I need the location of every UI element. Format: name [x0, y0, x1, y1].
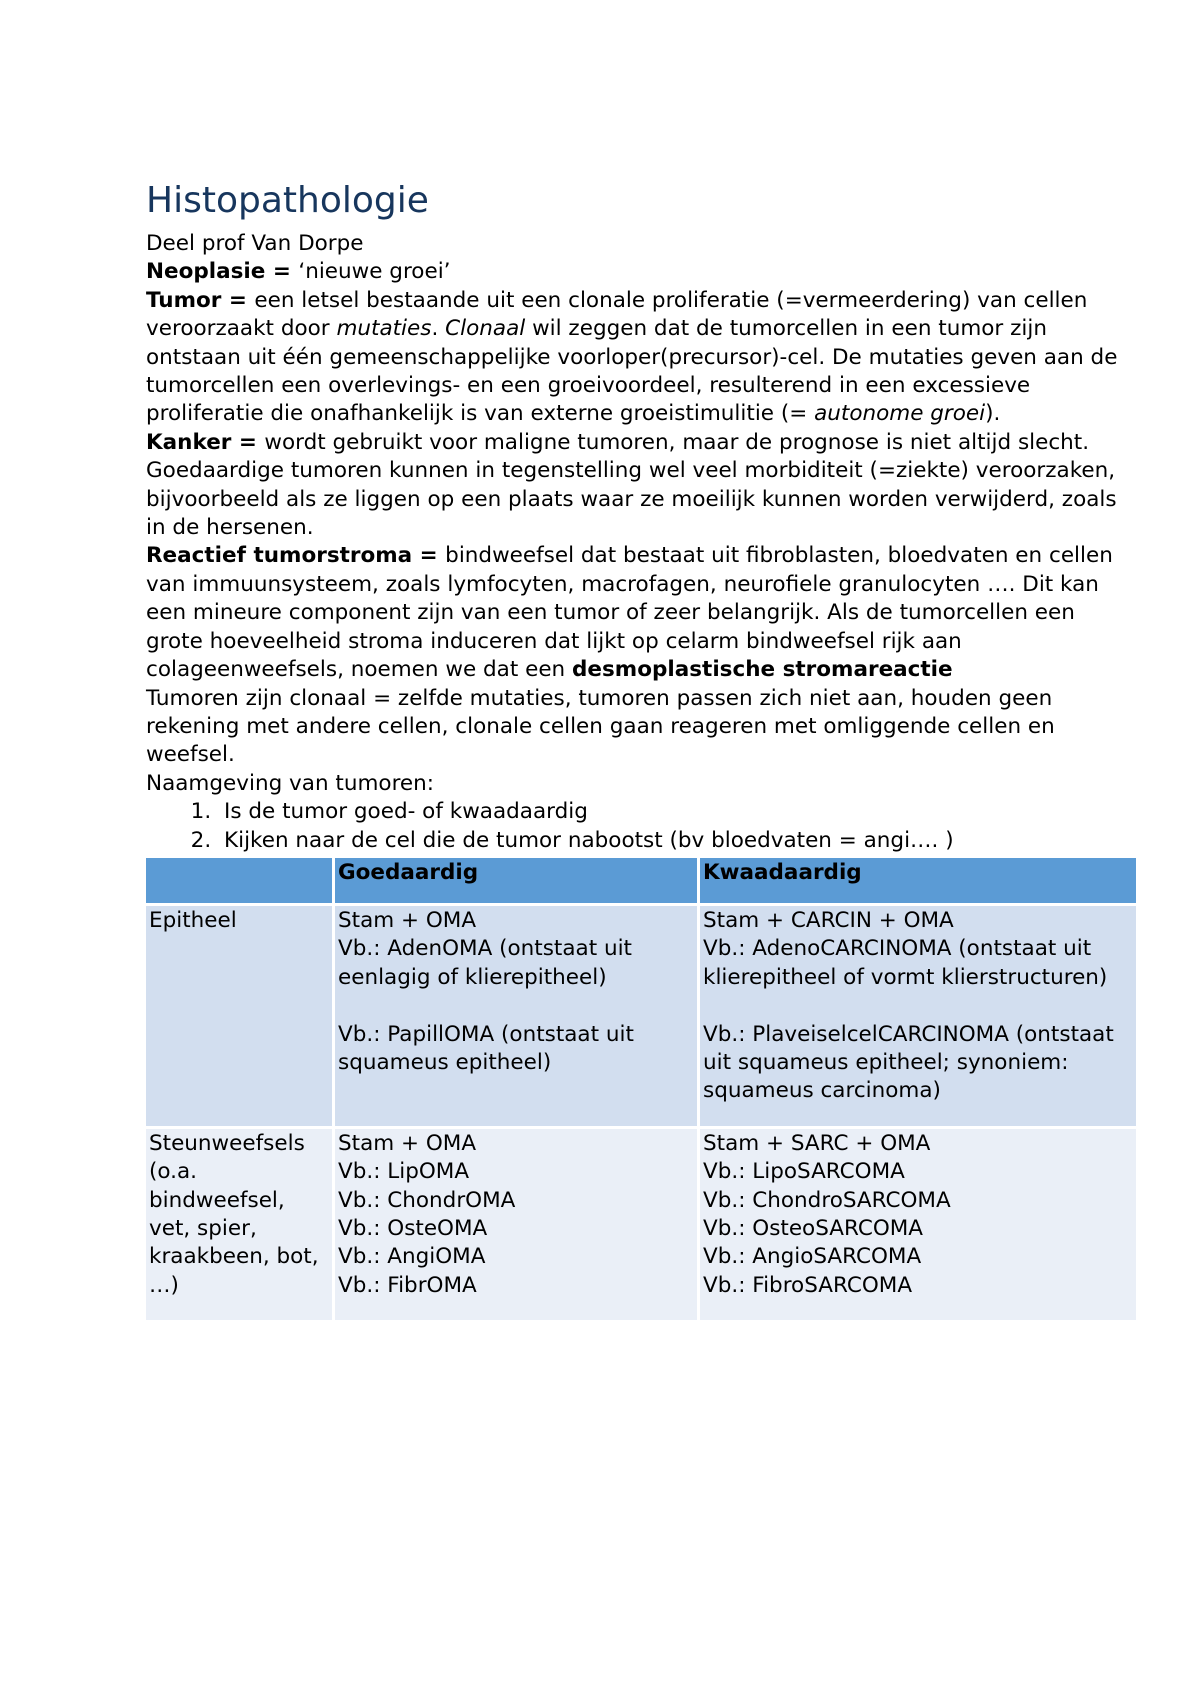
table-header-goedaardig: Goedaardig	[335, 858, 697, 903]
cell-epitheel-kwaadaardig	[700, 906, 1136, 1126]
cell-line: Vb.: PapillOMA (ontstaat uit squameus epitheel)	[338, 1021, 634, 1075]
cell-steun-kwaadaardig	[700, 1129, 1136, 1320]
cell-line: Vb.: PlaveiselcelCARCINOMA (ontstaat uit squameus epitheel; synoniem: squameus carcinoma)	[703, 1021, 1114, 1104]
cell-line: Stam + OMA	[338, 1130, 477, 1156]
tumor-naming-table	[143, 855, 1139, 1323]
term-desmoplastische: desmoplastische stromareactie	[572, 657, 953, 683]
cell-line: Vb.: LipoSARCOMA	[703, 1159, 905, 1185]
def-tumor-dot: .	[431, 316, 446, 342]
cell-gap	[703, 992, 1133, 1020]
cell-line: Stam + SARC + OMA	[703, 1130, 931, 1156]
subtitle: Deel prof Van Dorpe	[146, 231, 364, 256]
naming-list	[146, 798, 1136, 855]
cell-line: Vb.: AngiOMA	[338, 1244, 486, 1270]
paragraph-stroma	[146, 542, 1136, 684]
cell-line: Vb.: AdenOMA (ontstaat uit eenlagig of klierepitheel)	[338, 936, 632, 990]
term-stroma: Reactief tumorstroma =	[146, 543, 446, 569]
paragraph-tumor	[146, 287, 1136, 429]
table-header-cell-empty	[146, 858, 332, 903]
emphasis-mutaties: mutaties	[336, 316, 432, 342]
def-kanker: wordt gebruikt voor maligne tumoren, maar de prognose is niet altijd slecht. Goedaardige tumoren kunnen in tegenstelling wel veel morbiditeit (=ziekte) veroorzaken, bijvoorbeeld als ze liggen op een plaats waar ze moeilijk kunnen worden verwijderd, zoals in de hersenen.	[146, 429, 1117, 541]
term-kanker: Kanker =	[146, 429, 265, 455]
document-title: Histopathologie	[146, 180, 429, 221]
def-stroma: bindweefsel dat bestaat uit fibroblasten, bloedvaten en cellen van immuunsysteem, zoals lymfocyten, macrofagen, neurofiele granulocyten …. Dit kan een mineure component zijn van een tumor of zeer belangrijk. Als de tumorcellen een grote hoeveelheid stroma induceren dat lijkt op celarm bindweefsel rijk aan colageenweefsels, noemen we dat een	[146, 543, 1113, 683]
cell-steun-goedaardig	[335, 1129, 697, 1320]
table-header-row	[146, 858, 1136, 903]
cell-epitheel-goedaardig	[335, 906, 697, 1126]
def-tumor-part1: een letsel bestaande uit een clonale proliferatie (=vermeerdering) van cellen veroorzaakt door	[146, 287, 1088, 342]
def-neoplasie: ‘nieuwe groei’	[298, 259, 451, 285]
cell-line: Stam + CARCIN + OMA	[703, 907, 954, 933]
paragraph-clonaal: Tumoren zijn clonaal = zelfde mutaties, tumoren passen zich niet aan, houden geen rekening met andere cellen, clonale cellen gaan reageren met omliggende cellen en weefsel.	[146, 685, 1055, 768]
paragraph-naamgeving: Naamgeving van tumoren:	[146, 770, 435, 796]
term-tumor: Tumor =	[146, 287, 255, 313]
cell-gap	[338, 992, 694, 1020]
cell-line: Vb.: FibroSARCOMA	[703, 1272, 913, 1298]
cell-line: Vb.: ChondrOMA	[338, 1187, 516, 1213]
table-row	[146, 1129, 1136, 1320]
term-neoplasie: Neoplasie =	[146, 259, 299, 285]
paragraph-kanker	[146, 429, 1136, 543]
cell-line: Vb.: ChondroSARCOMA	[703, 1187, 951, 1213]
paragraph-neoplasie	[146, 258, 1136, 286]
table-header-kwaadaardig: Kwaadaardig	[700, 858, 1136, 903]
cell-line: Vb.: AdenoCARCINOMA (ontstaat uit klierepitheel of vormt klierstructuren)	[703, 936, 1108, 990]
body-text	[146, 230, 1136, 798]
cell-line: Vb.: AngioSARCOMA	[703, 1244, 922, 1270]
row-label-epitheel: Epitheel	[146, 906, 332, 1126]
cell-line: Vb.: FibrOMA	[338, 1272, 477, 1298]
list-item: 2. Kijken naar de cel die de tumor nabootst (bv bloedvaten = angi…. )	[218, 827, 1136, 855]
cell-line: Vb.: LipOMA	[338, 1159, 470, 1185]
def-tumor-part2: wil zeggen dat de tumorcellen in een tumor zijn ontstaan uit één gemeenschappelijke voorloper(precursor)-cel. De mutaties geven aan de tumorcellen een overlevings- en een groeivoordeel, resulterend in een excessieve proliferatie die onafhankelijk is van externe groeistimulitie (=	[146, 316, 1118, 427]
def-tumor-end: ).	[985, 401, 1001, 427]
row-label-steunweefsels: Steunweefsels (o.a. bindweefsel, vet, spier, kraakbeen, bot, …)	[146, 1129, 332, 1320]
cell-line: Vb.: OsteoSARCOMA	[703, 1215, 924, 1241]
document-page	[146, 178, 1136, 1323]
cell-line: Stam + OMA	[338, 907, 477, 933]
cell-line: Vb.: OsteOMA	[338, 1215, 488, 1241]
table-row	[146, 906, 1136, 1126]
list-item: 1. Is de tumor goed- of kwaadaardig	[218, 798, 1136, 826]
emphasis-autonome-groei: autonome groei	[814, 401, 986, 427]
emphasis-clonaal: Clonaal	[445, 316, 526, 342]
